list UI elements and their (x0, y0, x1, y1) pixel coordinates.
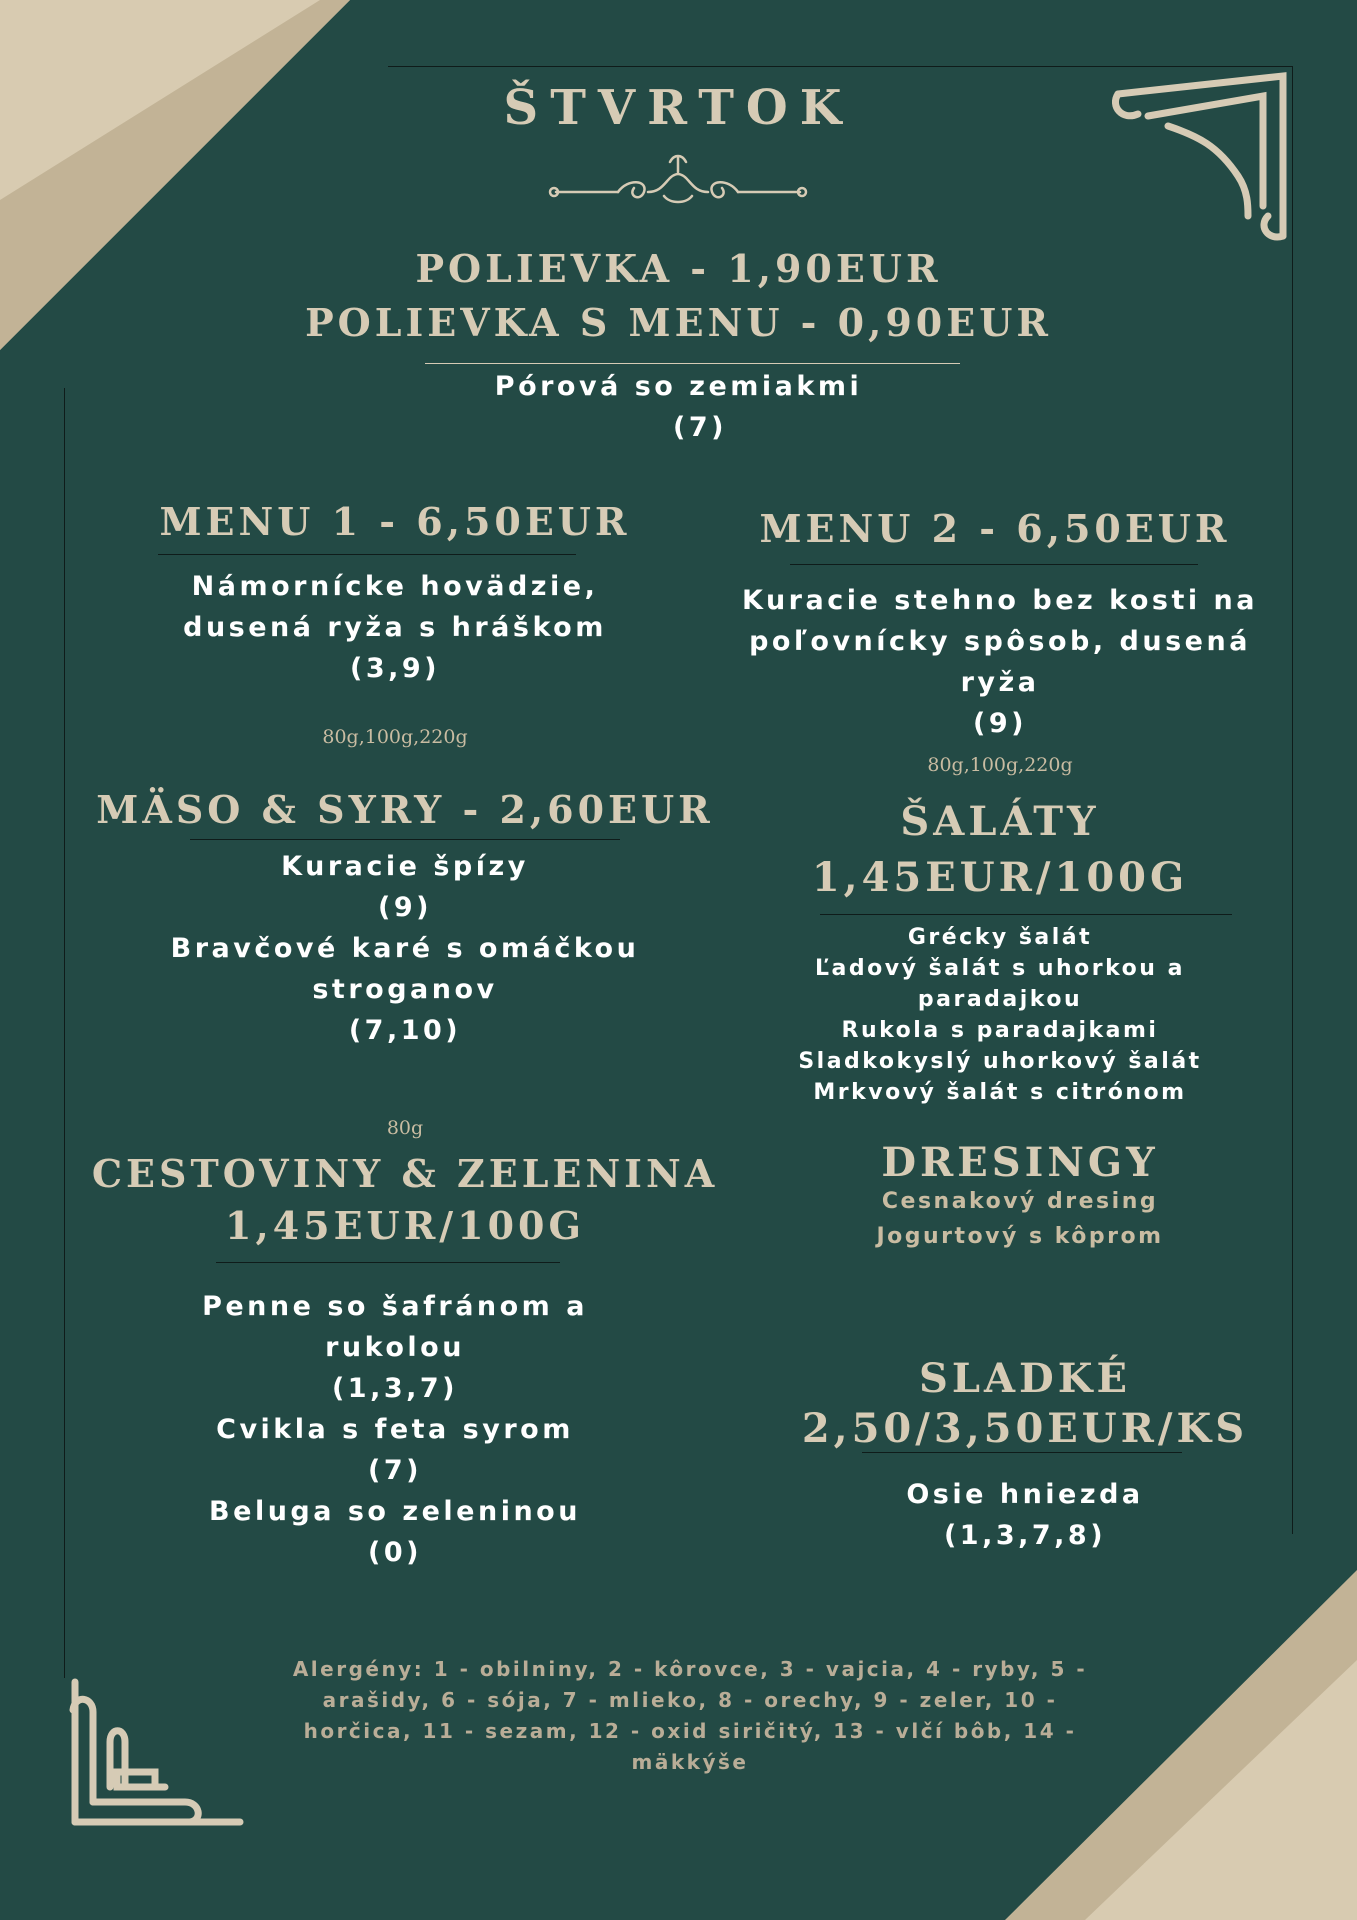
dressings-list (720, 1184, 1320, 1254)
salad-item: Rukola s paradajkami (841, 1018, 1159, 1043)
pasta-line: Cvikla s feta syrom (216, 1414, 574, 1445)
sweets-price: 2,50/3,50EUR/KS (801, 1405, 1249, 1452)
salad-item: Mrkvový šalát s citrónom (813, 1080, 1187, 1105)
meat-allergens: (7,10) (348, 1015, 462, 1046)
menu1-weights: 80g,100g,220g (322, 726, 468, 748)
menu2-description (700, 580, 1300, 744)
meat-line: Kuracie špízy (281, 851, 529, 882)
salads-divider (820, 914, 1232, 915)
sweets-description (725, 1474, 1325, 1556)
menu1-divider (158, 554, 576, 555)
dressings-heading: DRESINGY (881, 1139, 1159, 1186)
pasta-line: Penne so šafránom a (202, 1291, 588, 1322)
salads-price: 1,45EUR/100G (811, 854, 1189, 901)
allergen-legend-line: arašidy, 6 - sója, 7 - mlieko, 8 - orechy, 9 - zeler, 10 - (322, 1688, 1058, 1712)
soup-price-heading: POLIEVKA - 1,90EUR (415, 246, 942, 291)
pasta-heading: CESTOVINY & ZELENINA (91, 1151, 719, 1196)
salads-heading: ŠALÁTY (900, 798, 1100, 845)
soup-menu-price-heading: POLIEVKA S MENU - 0,90EUR (305, 300, 1052, 345)
sweets-line: Osie hniezda (906, 1479, 1144, 1510)
pasta-line: Beluga so zeleninou (209, 1496, 581, 1527)
meat-description (90, 846, 720, 1051)
meat-divider (190, 839, 620, 840)
allergen-legend-line: Alergény: 1 - obilniny, 2 - kôrovce, 3 - vajcia, 4 - ryby, 5 - (292, 1657, 1088, 1681)
meat-heading: MÄSO & SYRY - 2,60EUR (96, 787, 714, 832)
salad-item: Sladkokyslý uhorkový šalát (798, 1049, 1202, 1074)
pasta-line: rukolou (325, 1332, 465, 1363)
frame-left-line (64, 388, 65, 1678)
meat-allergens: (9) (378, 892, 432, 923)
menu2-allergens: (9) (973, 708, 1027, 739)
menu1-allergens: (3,9) (349, 653, 440, 684)
soup-name: Pórová so zemiakmi (494, 371, 863, 402)
soup-divider (425, 363, 960, 364)
menu2-line: ryža (960, 667, 1040, 698)
meat-line: Bravčové karé s omáčkou (170, 933, 640, 964)
salad-item: Ľadový šalát s uhorkou a (815, 956, 1185, 981)
sweets-heading: SLADKÉ (919, 1355, 1131, 1402)
soup-allergens: (7) (673, 412, 727, 443)
menu2-divider (790, 564, 1198, 565)
sweets-divider (862, 1452, 1182, 1453)
pasta-allergens: (0) (368, 1537, 422, 1568)
menu2-line: Kuracie stehno bez kosti na (742, 585, 1258, 616)
meat-line: stroganov (312, 974, 498, 1005)
pasta-price: 1,45EUR/100G (225, 1203, 585, 1248)
pasta-allergens: (7) (368, 1455, 422, 1486)
meat-weights: 80g (386, 1117, 424, 1139)
sweets-allergens: (1,3,7,8) (943, 1520, 1107, 1551)
menu2-line: poľovnícky spôsob, dusená (749, 626, 1251, 657)
menu1-description (100, 566, 690, 689)
menu2-heading: MENU 2 - 6,50EUR (759, 506, 1231, 551)
allergen-legend-line: horčica, 11 - sezam, 12 - oxid siričitý, 13 - vlčí bôb, 14 - (303, 1719, 1077, 1743)
flourish-divider-icon (548, 148, 808, 208)
salad-item: Grécky šalát (907, 925, 1093, 950)
page-title: ŠTVRTOK (503, 80, 854, 136)
pasta-divider (216, 1262, 560, 1263)
menu2-weights: 80g,100g,220g (927, 754, 1073, 776)
salad-item: paradajkou (917, 987, 1083, 1012)
dressing-item: Jogurtový s kôprom (876, 1224, 1164, 1249)
allergen-legend-line: mäkkýše (631, 1750, 749, 1774)
salads-list (700, 922, 1300, 1108)
menu1-line: Námornícke hovädzie, (191, 571, 599, 602)
allergen-legend (150, 1654, 1230, 1778)
pasta-description (80, 1286, 710, 1573)
pasta-allergens: (1,3,7) (331, 1373, 459, 1404)
dressing-item: Cesnakový dresing (881, 1189, 1159, 1214)
menu1-heading: MENU 1 - 6,50EUR (159, 499, 631, 544)
menu1-line: dusená ryža s hráškom (183, 612, 607, 643)
